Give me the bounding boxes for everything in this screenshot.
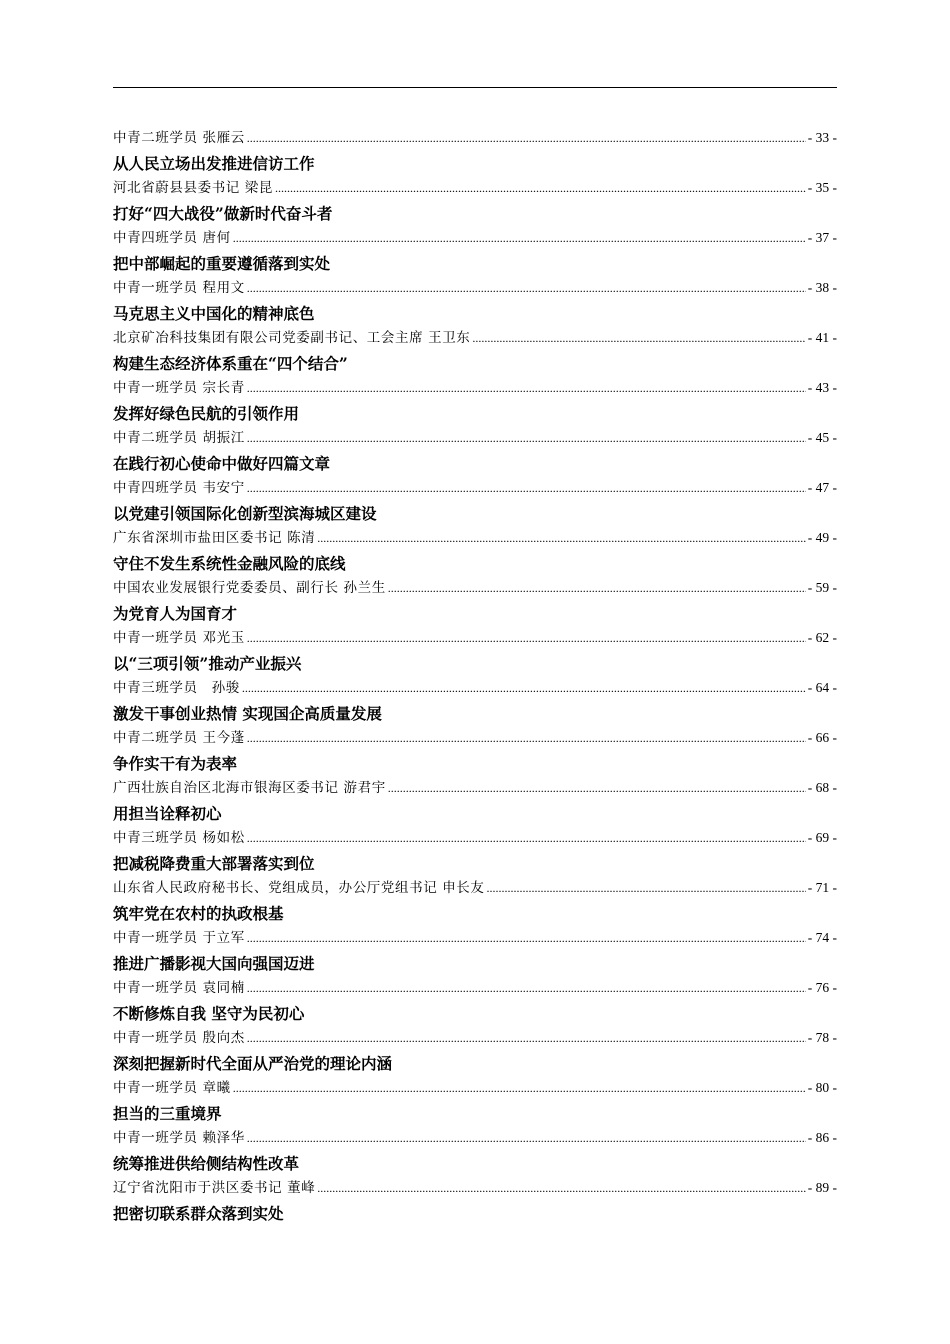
toc-author: 中青四班学员 韦安宁 (113, 480, 245, 496)
toc-author-line[interactable] (113, 476, 837, 501)
toc-title[interactable]: 为党育人为国育才 (113, 604, 238, 623)
toc-page-number: - 69 - (807, 830, 837, 845)
toc-page-number: - 66 - (807, 730, 837, 745)
toc-author: 中青一班学员 赖泽华 (113, 1130, 245, 1146)
toc-author: 中国农业发展银行党委委员、副行长 孙兰生 (113, 580, 386, 596)
toc-title[interactable]: 担当的三重境界 (113, 1104, 222, 1123)
toc-title[interactable]: 推进广播影视大国向强国迈进 (113, 954, 315, 973)
toc-title[interactable]: 在践行初心使命中做好四篇文章 (113, 454, 331, 473)
toc-author-line[interactable] (113, 276, 837, 301)
toc-author-line[interactable] (113, 226, 837, 251)
toc-title[interactable]: 构建生态经济体系重在“四个结合” (113, 354, 348, 373)
toc-title[interactable]: 守住不发生系统性金融风险的底线 (113, 554, 346, 573)
toc-page-number: - 86 - (807, 1130, 837, 1145)
toc-title[interactable]: 马克思主义中国化的精神底色 (113, 304, 315, 323)
toc-leader-dots (247, 431, 806, 446)
toc-leader-dots (247, 281, 806, 296)
toc-author: 广东省深圳市盐田区委书记 陈清 (113, 530, 316, 546)
toc-page-number: - 45 - (807, 430, 837, 445)
toc-author-line[interactable] (113, 1026, 837, 1051)
toc-title[interactable]: 把密切联系群众落到实处 (113, 1204, 284, 1223)
toc-title[interactable]: 激发干事创业热情 实现国企高质量发展 (113, 704, 382, 723)
toc-page-number: - 74 - (807, 930, 837, 945)
toc-author-line[interactable] (113, 176, 837, 201)
toc-title[interactable]: 争作实干有为表率 (113, 754, 238, 773)
toc-lead-line[interactable] (113, 126, 837, 151)
toc-page-number: - 47 - (807, 480, 837, 495)
toc-leader-dots (242, 681, 806, 696)
table-of-contents (113, 126, 837, 1226)
toc-leader-dots (317, 531, 805, 546)
toc-author-line[interactable] (113, 726, 837, 751)
toc-page-number: - 33 - (807, 130, 837, 145)
toc-author-line[interactable] (113, 876, 837, 901)
toc-leader-dots (317, 1181, 805, 1196)
toc-title[interactable]: 发挥好绿色民航的引领作用 (113, 404, 300, 423)
toc-author-line[interactable] (113, 376, 837, 401)
toc-author: 中青一班学员 殷向杰 (113, 1030, 245, 1046)
toc-leader-dots (233, 231, 806, 246)
toc-page-number: - 41 - (807, 330, 837, 345)
toc-page-number: - 71 - (807, 880, 837, 895)
toc-author: 河北省蔚县县委书记 梁昆 (113, 180, 273, 196)
toc-author: 中青二班学员 张雁云 (113, 130, 245, 146)
toc-leader-dots (472, 331, 805, 346)
toc-author-line[interactable] (113, 326, 837, 351)
toc-author-line[interactable] (113, 626, 837, 651)
toc-page-number: - 89 - (807, 1180, 837, 1195)
toc-author-line[interactable] (113, 776, 837, 801)
toc-leader-dots (247, 1131, 806, 1146)
toc-author-line[interactable] (113, 1126, 837, 1151)
toc-leader-dots (247, 831, 806, 846)
toc-title[interactable]: 用担当诠释初心 (113, 804, 222, 823)
toc-page-number: - 43 - (807, 380, 837, 395)
toc-author-line[interactable] (113, 1076, 837, 1101)
toc-author: 中青四班学员 唐何 (113, 230, 231, 246)
toc-page-number: - 64 - (807, 680, 837, 695)
toc-title[interactable]: 以党建引领国际化创新型滨海城区建设 (113, 504, 377, 523)
toc-page-number: - 68 - (807, 780, 837, 795)
toc-author: 山东省人民政府秘书长、党组成员，办公厅党组书记 申长友 (113, 880, 485, 896)
toc-leader-dots (388, 781, 806, 796)
toc-title[interactable]: 打好“四大战役”做新时代奋斗者 (113, 204, 333, 223)
toc-page-number: - 49 - (807, 530, 837, 545)
toc-author-line[interactable] (113, 426, 837, 451)
toc-leader-dots (247, 131, 806, 146)
toc-author: 辽宁省沈阳市于洪区委书记 董峰 (113, 1180, 316, 1196)
toc-leader-dots (487, 881, 806, 896)
toc-author: 中青一班学员 宗长青 (113, 380, 245, 396)
toc-title[interactable]: 深刻把握新时代全面从严治党的理论内涵 (113, 1054, 393, 1073)
toc-author: 中青一班学员 章曦 (113, 1080, 231, 1096)
toc-author: 中青一班学员 邓光玉 (113, 630, 245, 646)
toc-leader-dots (247, 481, 806, 496)
toc-author: 中青二班学员 王今蓬 (113, 730, 245, 746)
toc-leader-dots (247, 1031, 806, 1046)
toc-author: 中青三班学员 杨如松 (113, 830, 245, 846)
toc-title[interactable]: 把中部崛起的重要遵循落到实处 (113, 254, 331, 273)
toc-author: 中青一班学员 袁同楠 (113, 980, 245, 996)
header-rule (113, 87, 837, 88)
toc-author-line[interactable] (113, 576, 837, 601)
toc-author: 中青二班学员 胡振江 (113, 430, 245, 446)
toc-author-line[interactable] (113, 1176, 837, 1201)
toc-leader-dots (247, 731, 806, 746)
toc-page-number: - 76 - (807, 980, 837, 995)
toc-leader-dots (247, 931, 806, 946)
toc-leader-dots (275, 181, 806, 196)
toc-leader-dots (247, 631, 806, 646)
toc-leader-dots (247, 381, 806, 396)
toc-author: 中青一班学员 于立军 (113, 930, 245, 946)
toc-title[interactable]: 筑牢党在农村的执政根基 (113, 904, 284, 923)
toc-page-number: - 37 - (807, 230, 837, 245)
toc-page-number: - 59 - (807, 580, 837, 595)
toc-title[interactable]: 把减税降费重大部署落实到位 (113, 854, 315, 873)
toc-page-number: - 35 - (807, 180, 837, 195)
toc-page-number: - 62 - (807, 630, 837, 645)
toc-author-line[interactable] (113, 676, 837, 701)
toc-author: 北京矿冶科技集团有限公司党委副书记、工会主席 王卫东 (113, 330, 471, 346)
toc-page-number: - 78 - (807, 1030, 837, 1045)
toc-leader-dots (233, 1081, 806, 1096)
toc-title[interactable]: 统筹推进供给侧结构性改革 (113, 1154, 300, 1173)
toc-leader-dots (247, 981, 806, 996)
toc-author: 广西壮族自治区北海市银海区委书记 游君宇 (113, 780, 386, 796)
toc-title[interactable]: 从人民立场出发推进信访工作 (113, 154, 315, 173)
toc-title[interactable]: 不断修炼自我 坚守为民初心 (113, 1004, 305, 1023)
toc-author: 中青一班学员 程用文 (113, 280, 245, 296)
toc-author-line[interactable] (113, 526, 837, 551)
toc-page-number: - 80 - (807, 1080, 837, 1095)
toc-author-line[interactable] (113, 826, 837, 851)
toc-author: 中青三班学员 孙骏 (113, 680, 240, 696)
toc-leader-dots (388, 581, 806, 596)
toc-page-number: - 38 - (807, 280, 837, 295)
toc-author-line[interactable] (113, 976, 837, 1001)
toc-title[interactable]: 以“三项引领”推动产业振兴 (113, 654, 302, 673)
toc-author-line[interactable] (113, 926, 837, 951)
